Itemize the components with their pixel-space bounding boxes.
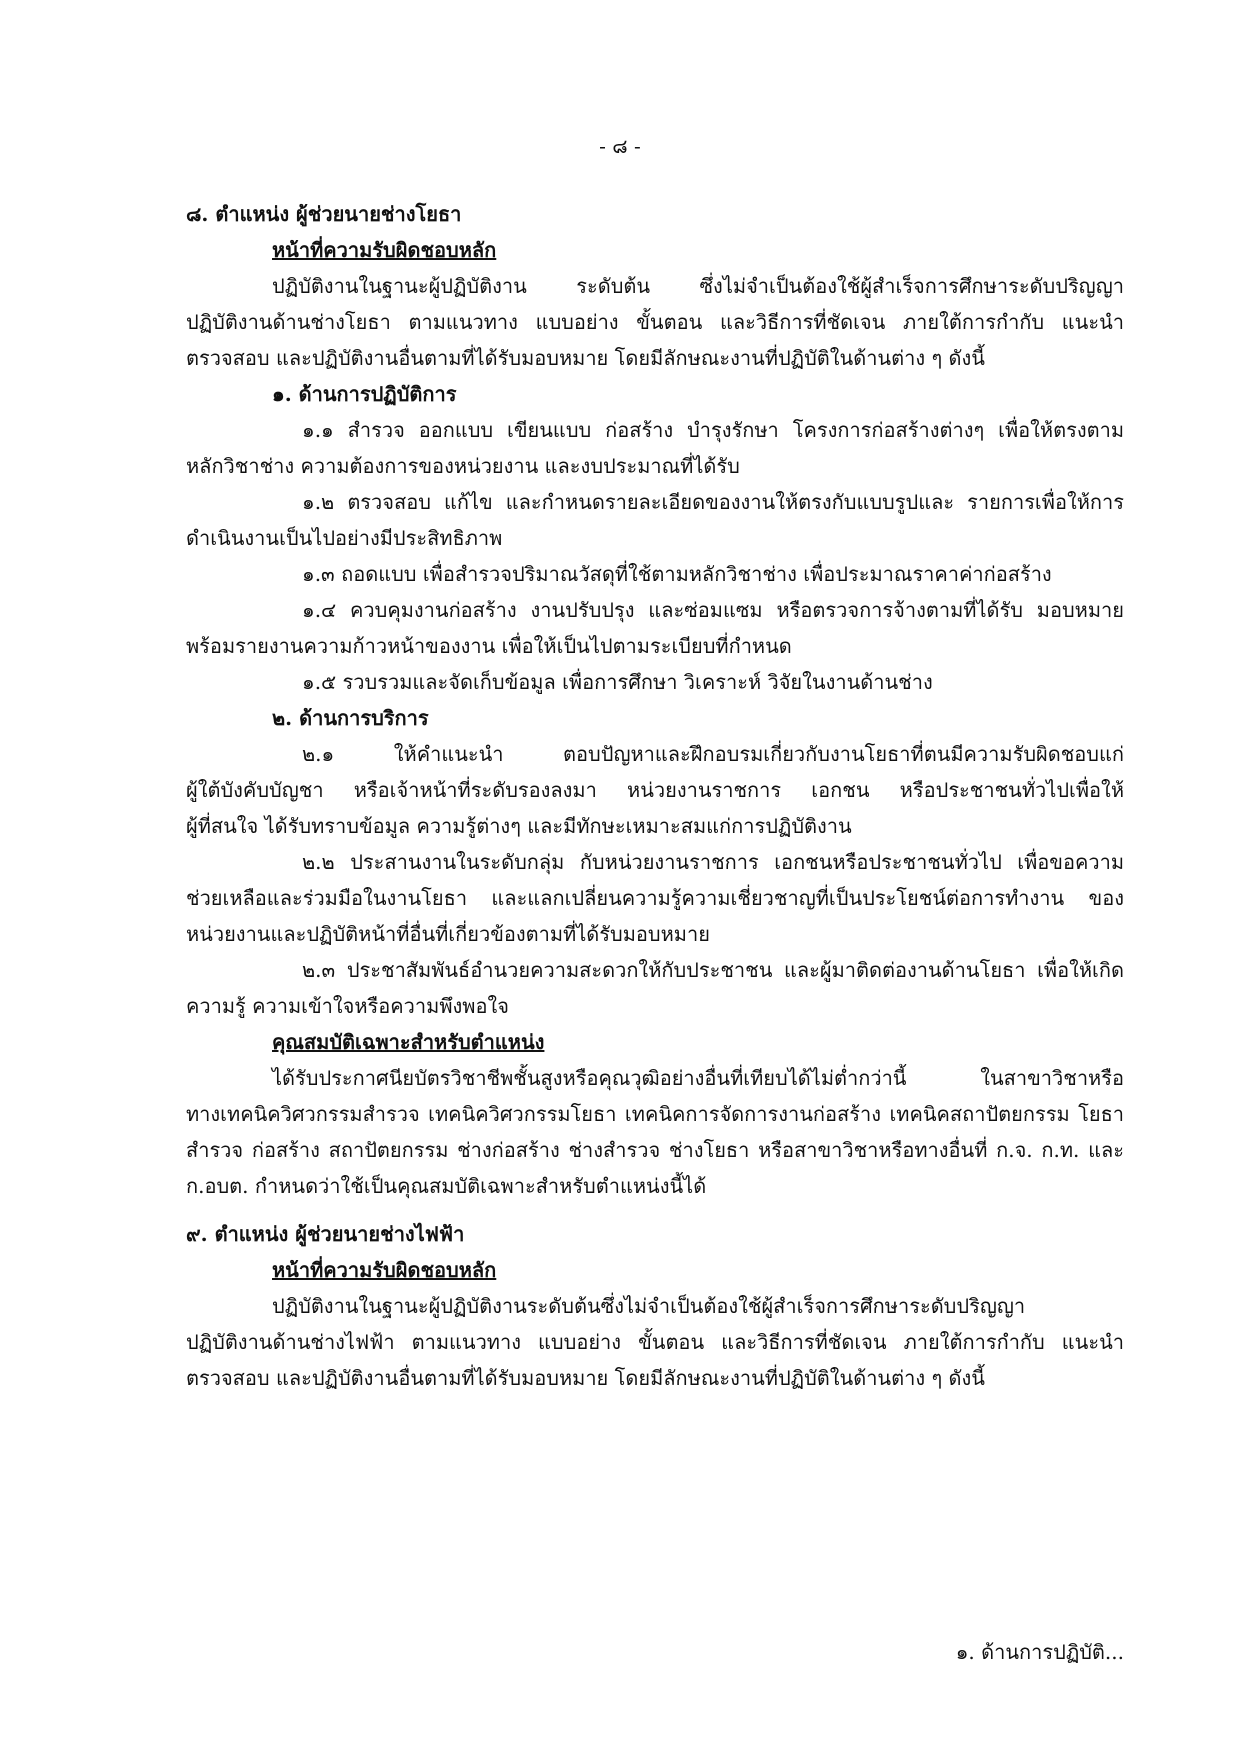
list-item-line: ดำเนินงานเป็นไปอย่างมีประสิทธิภาพ <box>186 526 503 550</box>
list-item-line: พร้อมรายงานความก้าวหน้าของงาน เพื่อให้เป็นไปตามระเบียบที่กำหนด <box>186 634 792 658</box>
operations-heading: ๑. ด้านการปฏิบัติการ <box>272 382 457 406</box>
section-title: ๙. ตำแหน่ง ผู้ช่วยนายช่างไฟฟ้า <box>186 1222 465 1246</box>
paragraph-line: ปฏิบัติงานด้านช่างไฟฟ้า ตามแนวทาง แบบอย่าง ขั้นตอน และวิธีการที่ชัดเจน ภายใต้การกำกับ แนะนำ <box>186 1330 1124 1354</box>
paragraph-line: ปฏิบัติงานในฐานะผู้ปฏิบัติงานระดับต้นซึ่งไม่จำเป็นต้องใช้ผู้สำเร็จการศึกษาระดับปริญญา <box>272 1294 1026 1318</box>
document-body <box>186 196 1124 1396</box>
paragraph-line: ได้รับประกาศนียบัตรวิชาชีพชั้นสูงหรือคุณวุฒิอย่างอื่นที่เทียบได้ไม่ต่ำกว่านี้ ในสาขาวิชาหรือ <box>272 1066 1124 1090</box>
list-item-line: หน่วยงานและปฏิบัติหน้าที่อื่นที่เกี่ยวข้องตามที่ได้รับมอบหมาย <box>186 922 710 946</box>
list-item-line: ช่วยเหลือและร่วมมือในงานโยธา และแลกเปลี่ยนความรู้ความเชี่ยวชาญที่เป็นประโยชน์ต่อการทำงาน ของ <box>186 886 1124 910</box>
list-item-line: ๑.๔ ควบคุมงานก่อสร้าง งานปรับปรุง และซ่อมแซม หรือตรวจการจ้างตามที่ได้รับ มอบหมาย <box>302 598 1124 622</box>
list-item-line: ความรู้ ความเข้าใจหรือความพึงพอใจ <box>186 994 509 1018</box>
paragraph-line: ตรวจสอบ และปฏิบัติงานอื่นตามที่ได้รับมอบหมาย โดยมีลักษณะงานที่ปฏิบัติในด้านต่าง ๆ ดังนี้ <box>186 1366 985 1390</box>
paragraph-line: สำรวจ ก่อสร้าง สถาปัตยกรรม ช่างก่อสร้าง ช่างสำรวจ ช่างโยธา หรือสาขาวิชาหรือทางอื่นที่ ก.จ. ก.ท. และ <box>186 1138 1124 1162</box>
list-item-line: ๑.๒ ตรวจสอบ แก้ไข และกำหนดรายละเอียดของงานให้ตรงกับแบบรูปและ รายการเพื่อให้การ <box>302 490 1124 514</box>
paragraph-line: ปฏิบัติงานด้านช่างโยธา ตามแนวทาง แบบอย่าง ขั้นตอน และวิธีการที่ชัดเจน ภายใต้การกำกับ แนะนำ <box>186 310 1124 334</box>
paragraph-line: ตรวจสอบ และปฏิบัติงานอื่นตามที่ได้รับมอบหมาย โดยมีลักษณะงานที่ปฏิบัติในด้านต่าง ๆ ดังนี้ <box>186 346 985 370</box>
page-number: - ๘ - <box>599 134 641 158</box>
list-item-line: ๑.๑ สำรวจ ออกแบบ เขียนแบบ ก่อสร้าง บำรุงรักษา โครงการก่อสร้างต่างๆ เพื่อให้ตรงตาม <box>302 418 1124 442</box>
list-item-line: ๑.๓ ถอดแบบ เพื่อสำรวจปริมาณวัสดุที่ใช้ตามหลักวิชาช่าง เพื่อประมาณราคาค่าก่อสร้าง <box>302 562 1052 586</box>
list-item-line: ๑.๕ รวบรวมและจัดเก็บข้อมูล เพื่อการศึกษา วิเคราะห์ วิจัยในงานด้านช่าง <box>302 670 933 694</box>
continuation-note: ๑. ด้านการปฏิบัติ... <box>955 1640 1124 1664</box>
list-item-line: ผู้ใต้บังคับบัญชา หรือเจ้าหน้าที่ระดับรองลงมา หน่วยงานราชการ เอกชน หรือประชาชนทั่วไปเพื่อให้ <box>186 778 1124 802</box>
list-item-line: หลักวิชาช่าง ความต้องการของหน่วยงาน และงบประมาณที่ได้รับ <box>186 454 740 478</box>
section-title: ๘. ตำแหน่ง ผู้ช่วยนายช่างโยธา <box>186 202 462 226</box>
qualification-heading: คุณสมบัติเฉพาะสำหรับตำแหน่ง <box>272 1030 545 1054</box>
paragraph-line: ทางเทคนิควิศวกรรมสำรวจ เทคนิควิศวกรรมโยธา เทคนิคการจัดการงานก่อสร้าง เทคนิคสถาปัตยกรรม โยธา <box>186 1102 1124 1126</box>
duties-heading: หน้าที่ความรับผิดชอบหลัก <box>272 238 497 262</box>
paragraph-line: ก.อบต. กำหนดว่าใช้เป็นคุณสมบัติเฉพาะสำหรับตำแหน่งนี้ได้ <box>186 1174 707 1198</box>
list-item-line: ๒.๒ ประสานงานในระดับกลุ่ม กับหน่วยงานราชการ เอกชนหรือประชาชนทั่วไป เพื่อขอความ <box>302 850 1124 874</box>
list-item-line: ๒.๓ ประชาสัมพันธ์อำนวยความสะดวกให้กับประชาชน และผู้มาติดต่องานด้านโยธา เพื่อให้เกิด <box>302 958 1124 982</box>
paragraph-line: ปฏิบัติงานในฐานะผู้ปฏิบัติงาน ระดับต้น ซึ่งไม่จำเป็นต้องใช้ผู้สำเร็จการศึกษาระดับปริญญา <box>272 274 1124 298</box>
list-item-line: ผู้ที่สนใจ ได้รับทราบข้อมูล ความรู้ต่างๆ และมีทักษะเหมาะสมแก่การปฏิบัติงาน <box>186 814 852 838</box>
list-item-line: ๒.๑ ให้คำแนะนำ ตอบปัญหาและฝึกอบรมเกี่ยวกับงานโยธาที่ตนมีความรับผิดชอบแก่ <box>302 742 1124 766</box>
services-heading: ๒. ด้านการบริการ <box>272 706 429 730</box>
duties-heading: หน้าที่ความรับผิดชอบหลัก <box>272 1258 497 1282</box>
